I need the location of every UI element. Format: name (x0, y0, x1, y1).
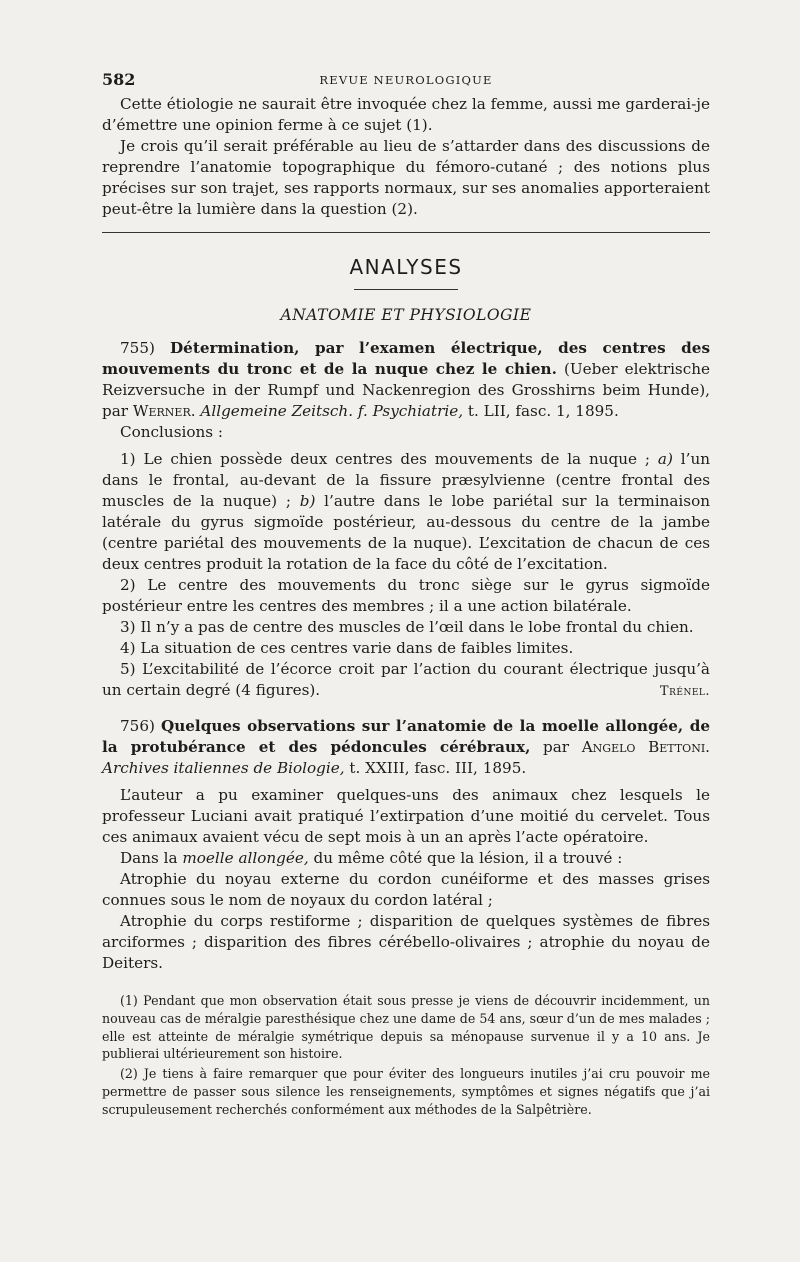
conclusion-1-text-b: l’un dans le frontal, au-devant de la fissure præsylvienne (centre frontal des muscles de la nuque) ; (102, 450, 711, 510)
article-756-paragraph-4: Atrophie du corps restiforme ; disparition de quelques systèmes de fibres arciformes ; disparition des fibres cérébello-olivaires ; atrophie du noyau de Deiters. (102, 912, 710, 972)
article-755-journal: Allgemeine Zeitsch. f. Psychiatrie, (200, 402, 464, 420)
article-755-conclusions-label: Conclusions : (120, 423, 224, 441)
intro-paragraph-1: Cette étiologie ne saurait être invoquée chez la femme, aussi me garderai-je d’émettre une opinion ferme à ce sujet (1). (102, 95, 710, 134)
subsection-title: ANATOMIE ET PHYSIOLOGIE (280, 306, 532, 324)
running-title: REVUE NEUROLOGIQUE (319, 73, 493, 87)
conclusion-2: 2) Le centre des mouvements du tronc siège sur le gyrus sigmoïde postérieur entre les centres des membres ; il a une action bilatérale. (102, 576, 710, 615)
article-756-par: par (543, 738, 570, 756)
signature-trenel: Trénel. (659, 684, 710, 699)
conclusion-1-letter-b: b) (299, 492, 316, 510)
section-title: ANALYSES (349, 255, 463, 279)
article-756-paragraph-2 (102, 848, 710, 869)
article-755-reference: t. LII, fasc. 1, 1895. (467, 402, 619, 420)
article-755-par: par (102, 402, 129, 420)
article-756-paragraph-3: Atrophie du noyau externe du cordon cunéiforme et des masses grises connues sous le nom de noyaux du cordon latéral ; (102, 870, 710, 909)
article-756-journal: Archives italiennes de Biologie, (102, 759, 345, 777)
page (102, 70, 710, 1119)
article-755-heading (102, 338, 710, 422)
article-756-title: Quelques observations sur l’anatomie de la moelle allongée, de la protubérance et des pédoncules cérébraux, (102, 717, 711, 756)
conclusion-5: 5) L’excitabilité de l’écorce croit par l’action du courant électrique jusqu’à un certain degré (4 figures). (102, 660, 710, 699)
conclusion-1-letter-a: a) (657, 450, 673, 468)
article-755-author: Werner. (132, 402, 196, 420)
footnotes (102, 992, 710, 1119)
footnote-1: (1) Pendant que mon observation était sous presse je viens de découvrir incidemment, un nouveau cas de méralgie paresthésique chez une dame de 54 ans, sœur d’un de mes malades ; elle est atteinte de méralgie symétrique depuis sa ménopause survenue il y a 10 ans. Je publierai ultérieurement son histoire. (102, 993, 710, 1062)
article-756-number: 756) (120, 717, 155, 735)
article-756-paragraph-1: L’auteur a pu examiner quelques-uns des animaux chez lesquels le professeur Luciani avait pratiqué l’extirpation d’une moitié du cervelet. Tous ces animaux avaient vécu de sept mois à un an après l’acte opératoire. (102, 786, 710, 846)
running-head (102, 70, 710, 94)
article-756-p2-emphasis: moelle allongée, (182, 849, 309, 867)
section-divider (102, 232, 710, 233)
title-underline (354, 289, 458, 290)
article-755-conclusions (102, 449, 710, 702)
article-755-title: Détermination, par l’examen électrique, des centres des mouvements du tronc et de la nuque chez le chien. (102, 339, 710, 378)
conclusion-1-text-a: 1) Le chien possède deux centres des mouvements de la nuque ; (120, 450, 651, 468)
article-756-p2-a: Dans la (120, 849, 178, 867)
article-756-reference: t. XXIII, fasc. III, 1895. (349, 759, 527, 777)
article-756-heading (102, 716, 710, 779)
conclusion-3: 3) Il n’y a pas de centre des muscles de l’œil dans le lobe frontal du chien. (120, 618, 694, 636)
article-756-author: Angelo Bettoni. (581, 738, 710, 756)
intro-paragraph-2: Je crois qu’il serait préférable au lieu de s’attarder dans des discussions de reprendre l’anatomie topographique du fémoro-cutané ; des notions plus précises sur son trajet, ses rapports normaux, sur ses anomalies apporteraient peut-être la lumière dans la question (2). (102, 137, 710, 218)
page-number: 582 (102, 70, 136, 89)
footnote-2: (2) Je tiens à faire remarquer que pour éviter des longueurs inutiles j’ai cru pouvoir me permettre de passer sous silence les renseignements, symptômes et signes négatifs que j’ai scrupuleusement recherchés conformément aux méthodes de la Salpêtrière. (102, 1066, 710, 1117)
conclusion-1-text-c: l’autre dans le lobe pariétal sur la terminaison latérale du gyrus sigmoïde postérieur, au-dessous du centre de la jambe (centre pariétal des mouvements de la nuque). L’excitation de chacun de ces deux centres produit la rotation de la face du côté de l’excitation. (102, 492, 711, 573)
article-755-german-title: (Ueber elektrische Reizversuche in der Rumpf und Nackenregion des Grosshirns beim Hunde), (102, 360, 711, 399)
conclusion-4: 4) La situation de ces centres varie dans de faibles limites. (120, 639, 574, 657)
conclusion-1 (102, 449, 710, 575)
article-755-number: 755) (120, 339, 155, 357)
article-756-p2-b: du même côté que la lésion, il a trouvé : (313, 849, 623, 867)
